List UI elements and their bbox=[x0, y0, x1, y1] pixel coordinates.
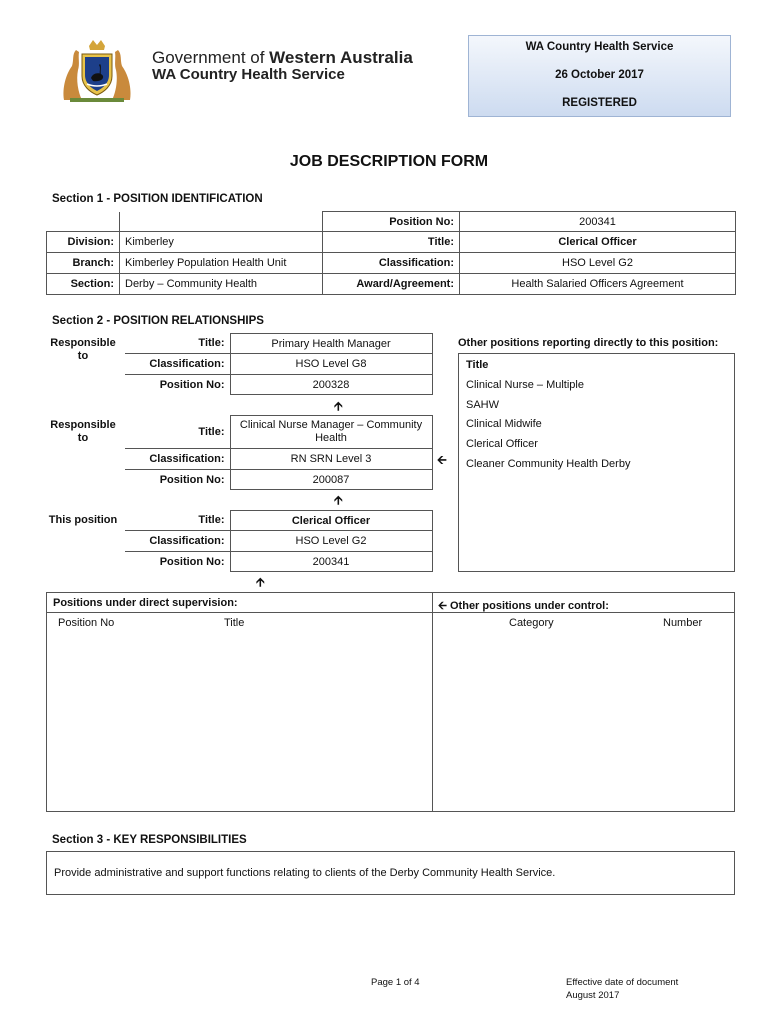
box3-class-label: Classification: bbox=[125, 531, 230, 552]
position-no-label: Position No: bbox=[323, 212, 460, 232]
up-arrow-icon: 🡩 bbox=[334, 399, 343, 413]
left-arrow-icon: 🡨 bbox=[438, 600, 447, 612]
section2-heading: Section 2 - POSITION RELATIONSHIPS bbox=[52, 315, 264, 327]
title-label: Title: bbox=[323, 232, 460, 253]
key-responsibilities-text: Provide administrative and support functions relating to clients of the Derby Community Health Service. bbox=[54, 867, 556, 879]
box2-posno-label: Position No: bbox=[125, 470, 230, 490]
position-identification-table bbox=[46, 211, 736, 295]
box2-class: RN SRN Level 3 bbox=[230, 449, 432, 470]
health-service-title: WA Country Health Service bbox=[152, 66, 345, 83]
division-label: Division: bbox=[47, 232, 120, 253]
responsible-to-box-2 bbox=[125, 415, 433, 490]
branch-value: Kimberley Population Health Unit bbox=[120, 253, 323, 274]
box3-title-label: Title: bbox=[125, 511, 230, 531]
other-positions-title-header: Title bbox=[466, 359, 489, 371]
responsible-to-label-1: Responsible to bbox=[50, 337, 116, 362]
category-column-header: Category bbox=[509, 617, 554, 629]
responsible-to-label-2: Responsible to bbox=[50, 419, 116, 444]
this-position-label: This position bbox=[48, 514, 118, 526]
position-no-column-header: Position No bbox=[58, 617, 115, 629]
box1-class-label: Classification: bbox=[125, 354, 230, 375]
left-arrow-icon: 🡨 bbox=[437, 453, 447, 467]
branch-label: Branch: bbox=[47, 253, 120, 274]
stamp-org: WA Country Health Service bbox=[525, 41, 674, 53]
effective-date-label: Effective date of document bbox=[566, 977, 679, 988]
government-state: Western Australia bbox=[269, 48, 413, 67]
other-position-item: Clinical Midwife bbox=[466, 418, 542, 430]
section3-heading: Section 3 - KEY RESPONSIBILITIES bbox=[52, 834, 247, 846]
government-title bbox=[152, 48, 413, 68]
other-position-item: SAHW bbox=[466, 399, 499, 411]
responsible-to-box-1 bbox=[125, 333, 433, 395]
section1-heading: Section 1 - POSITION IDENTIFICATION bbox=[52, 193, 263, 205]
box2-posno: 200087 bbox=[230, 470, 432, 490]
supervision-box bbox=[46, 592, 735, 812]
key-responsibilities-box bbox=[46, 851, 735, 895]
title-column-header: Title bbox=[224, 617, 245, 629]
this-position-box bbox=[125, 510, 433, 572]
award-value: Health Salaried Officers Agreement bbox=[460, 274, 736, 295]
stamp-date: 26 October 2017 bbox=[555, 69, 644, 81]
coat-of-arms-logo bbox=[56, 38, 138, 104]
page-title: JOB DESCRIPTION FORM bbox=[289, 153, 489, 170]
title-value: Clerical Officer bbox=[460, 232, 736, 253]
under-supervision-label: Positions under direct supervision: bbox=[53, 597, 238, 609]
classification-label: Classification: bbox=[323, 253, 460, 274]
classification-value: HSO Level G2 bbox=[460, 253, 736, 274]
box1-posno-label: Position No: bbox=[125, 375, 230, 395]
box3-class: HSO Level G2 bbox=[230, 531, 432, 552]
position-no-value: 200341 bbox=[460, 212, 736, 232]
other-position-item: Cleaner Community Health Derby bbox=[466, 458, 631, 470]
section-value: Derby – Community Health bbox=[120, 274, 323, 295]
section-label: Section: bbox=[47, 274, 120, 295]
effective-date-value: August 2017 bbox=[566, 990, 620, 1001]
up-arrow-icon: 🡩 bbox=[256, 575, 265, 589]
stamp-status: REGISTERED bbox=[562, 97, 637, 109]
box1-title: Primary Health Manager bbox=[230, 334, 432, 354]
other-position-item: Clinical Nurse – Multiple bbox=[466, 379, 584, 391]
other-positions-heading: Other positions reporting directly to this position: bbox=[458, 337, 719, 349]
other-control-label: Other positions under control: bbox=[450, 600, 609, 612]
division-value: Kimberley bbox=[120, 232, 323, 253]
box1-title-label: Title: bbox=[125, 334, 230, 354]
page-number: Page 1 of 4 bbox=[371, 977, 420, 988]
other-position-item: Clerical Officer bbox=[466, 438, 538, 450]
box3-title: Clerical Officer bbox=[230, 511, 432, 531]
box3-posno: 200341 bbox=[230, 552, 432, 572]
registration-stamp bbox=[468, 35, 731, 117]
other-control-heading bbox=[438, 597, 609, 616]
government-prefix: Government of bbox=[152, 48, 270, 67]
box3-posno-label: Position No: bbox=[125, 552, 230, 572]
box2-title-label: Title: bbox=[125, 416, 230, 449]
other-positions-box bbox=[458, 353, 735, 572]
box1-posno: 200328 bbox=[230, 375, 432, 395]
up-arrow-icon: 🡩 bbox=[334, 493, 343, 507]
number-column-header: Number bbox=[663, 617, 703, 629]
box1-class: HSO Level G8 bbox=[230, 354, 432, 375]
award-label: Award/Agreement: bbox=[323, 274, 460, 295]
box2-title: Clinical Nurse Manager – Community Health bbox=[230, 416, 432, 449]
box2-class-label: Classification: bbox=[125, 449, 230, 470]
